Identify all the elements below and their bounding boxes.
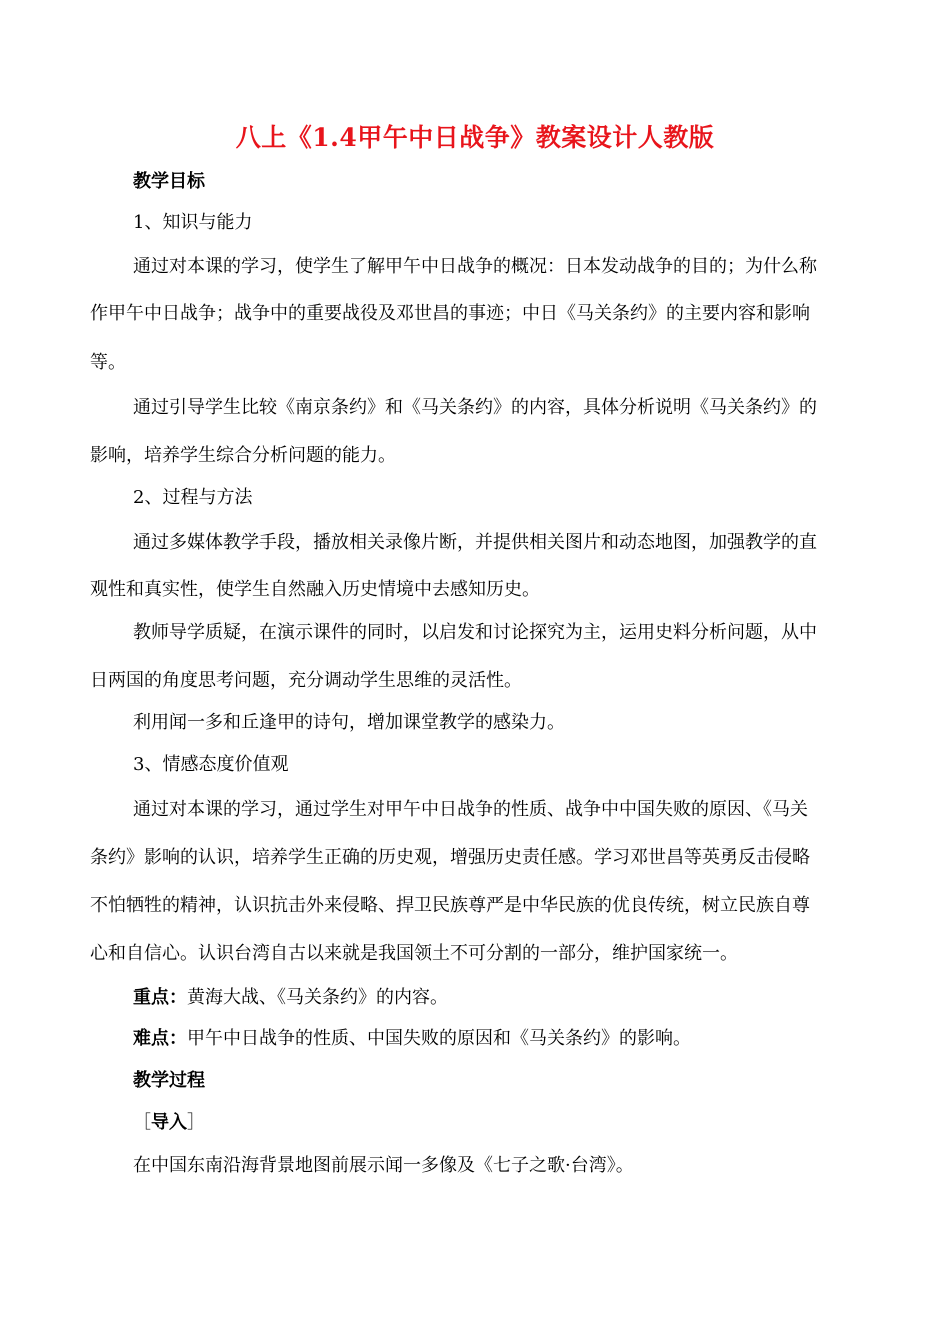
heading-teaching-goals: 教学目标 <box>133 171 205 192</box>
paragraph-line: 不怕牺牲的精神，认识抗击外来侵略、捍卫民族尊严是中华民族的优良传统，树立民族自尊 <box>90 895 810 916</box>
section-intro-label: 导入 <box>151 1112 187 1133</box>
bracket-close: ］ <box>187 1112 205 1133</box>
heading-teaching-process: 教学过程 <box>133 1070 205 1091</box>
key-point-line <box>133 985 883 1011</box>
difficulty-line <box>133 1026 883 1052</box>
key-point-label: 重点： <box>133 987 187 1008</box>
key-point-text: 黄海大战、《马关条约》的内容。 <box>187 987 448 1008</box>
subheading-process: 2、过程与方法 <box>133 487 253 508</box>
document-title: 八上《1.4甲午中日战争》教案设计人教版 <box>235 123 715 152</box>
paragraph-line: 条约》影响的认识，培养学生正确的历史观，增强历史责任感。学习邓世昌等英勇反击侵略 <box>90 847 810 868</box>
paragraph-line: 影响，培养学生综合分析问题的能力。 <box>90 445 396 466</box>
paragraph-line: 利用闻一多和丘逢甲的诗句，增加课堂教学的感染力。 <box>133 712 565 733</box>
difficulty-label: 难点： <box>133 1028 187 1049</box>
paragraph-line: 通过对本课的学习，通过学生对甲午中日战争的性质、战争中中国失败的原因、《马关 <box>133 799 808 820</box>
paragraph-line: 日两国的角度思考问题，充分调动学生思维的灵活性。 <box>90 670 522 691</box>
paragraph-line: 作甲午中日战争；战争中的重要战役及邓世昌的事迹；中日《马关条约》的主要内容和影响 <box>90 303 810 324</box>
difficulty-text: 甲午中日战争的性质、中国失败的原因和《马关条约》的影响。 <box>187 1028 691 1049</box>
subheading-values: 3、情感态度价值观 <box>133 754 289 775</box>
paragraph-line: 观性和真实性，使学生自然融入历史情境中去感知历史。 <box>90 579 540 600</box>
paragraph-line: 心和自信心。认识台湾自古以来就是我国领土不可分割的一部分，维护国家统一。 <box>90 943 738 964</box>
bracket-open: ［ <box>133 1112 151 1133</box>
paragraph-line: 通过引导学生比较《南京条约》和《马关条约》的内容，具体分析说明《马关条约》的 <box>133 397 817 418</box>
paragraph-line: 教师导学质疑，在演示课件的同时，以启发和讨论探究为主，运用史料分析问题，从中 <box>133 622 817 643</box>
paragraph-line: 等。 <box>90 352 126 373</box>
section-intro-line <box>133 1110 883 1136</box>
paragraph-line: 通过对本课的学习，使学生了解甲午中日战争的概况：日本发动战争的目的；为什么称 <box>133 256 817 277</box>
paragraph-line: 在中国东南沿海背景地图前展示闻一多像及《七子之歌·台湾》。 <box>133 1155 634 1176</box>
paragraph-line: 通过多媒体教学手段，播放相关录像片断，并提供相关图片和动态地图，加强教学的直 <box>133 532 817 553</box>
subheading-knowledge: 1、知识与能力 <box>133 212 253 233</box>
